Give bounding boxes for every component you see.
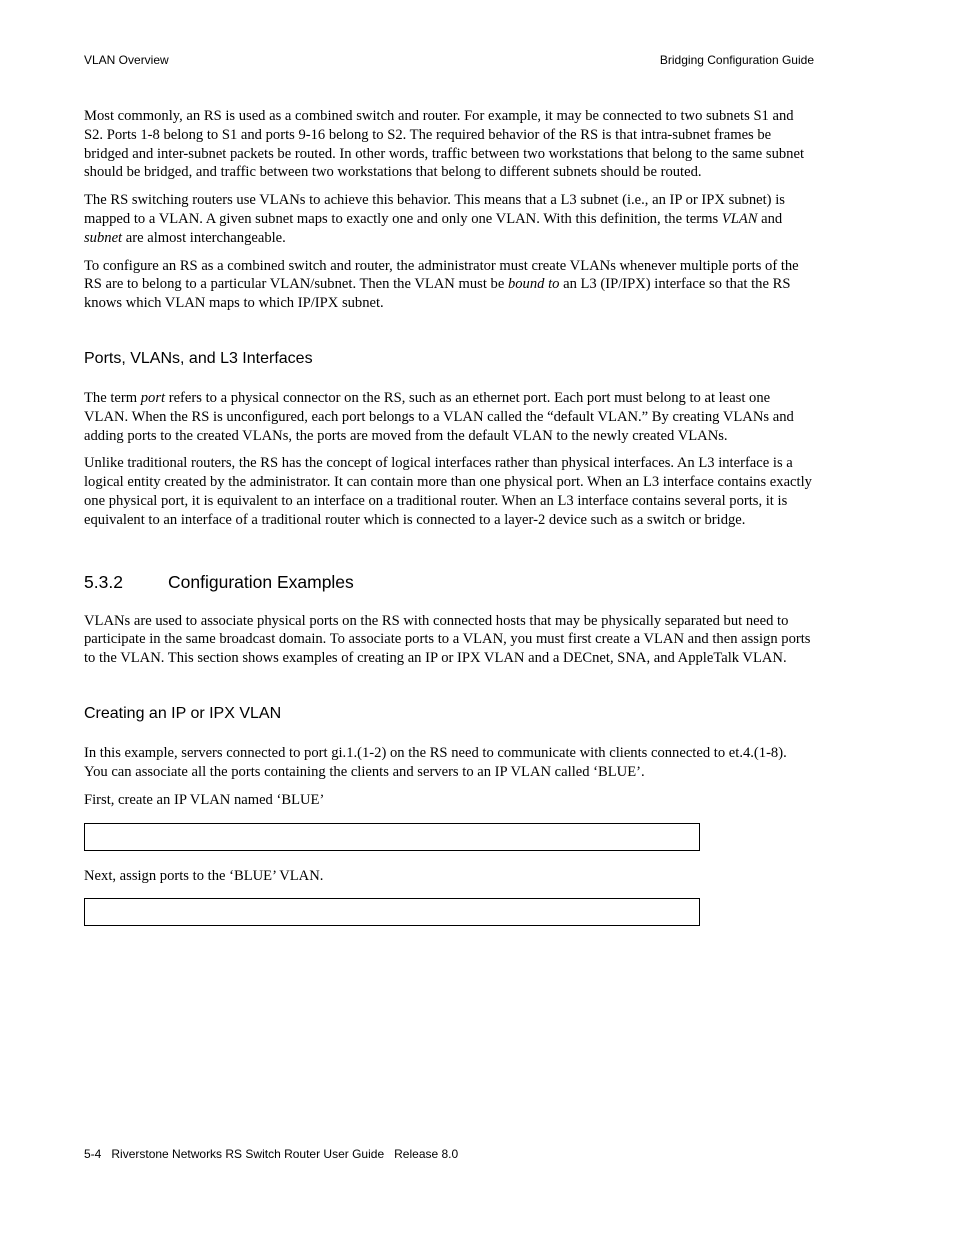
ports-paragraph-1	[84, 389, 812, 445]
code-example-add-ports	[84, 898, 700, 926]
text-run: refers to a physical connector on the RS, such as an ethernet port. Each port must belong to at least one VLAN. When the RS is unconfigured, each port belongs to a VLAN called the “default VLAN.” By creating VLANs and adding ports to the created VLANs, the ports are moved from the default VLAN to the newly created VLANs.	[84, 389, 794, 444]
page-footer	[84, 1146, 458, 1162]
text-run: The term	[84, 389, 141, 406]
page-content	[84, 107, 812, 926]
config-paragraph-1: VLANs are used to associate physical ports on the RS with connected hosts that may be physically separated but need to participate in the same broadcast domain. To associate ports to a VLAN, you must first create a VLAN and then assign ports to the VLAN. This section shows examples of creating an IP or IPX VLAN and a DECnet, SNA, and AppleTalk VLAN.	[84, 612, 811, 667]
ip-vlan-paragraph-1: In this example, servers connected to port gi.1.(1-2) on the RS need to communicate with clients connected to et.4.(1-8). You can associate all the ports containing the clients and servers to an IP VLAN called ‘BLUE’.	[84, 744, 787, 780]
header-right: Bridging Configuration Guide	[659, 53, 814, 67]
ip-vlan-heading: Creating an IP or IPX VLAN	[84, 704, 282, 722]
emphasis-subnet: subnet	[84, 229, 123, 246]
section-number: 5.3.2	[84, 571, 123, 592]
intro-paragraph-2	[84, 191, 812, 247]
code-example-create-vlan	[84, 823, 700, 851]
text-run: The RS switching routers use VLANs to achieve this behavior. This means that a L3 subnet (i.e., an IP or IPX subnet) is mapped to a VLAN. A given subnet maps to exactly one and only one VLAN. With this definition, the terms	[84, 192, 785, 227]
running-header	[84, 52, 814, 68]
footer-title: Riverstone Networks RS Switch Router User Guide	[111, 1147, 385, 1161]
intro-paragraph-1: Most commonly, an RS is used as a combined switch and router. For example, it may be connected to two subnets S1 and S2. Ports 1-8 belong to S1 and ports 9-16 belong to S2. The required behavior of the RS is that intra-subnet frames be bridged and inter-subnet packets be routed. In other words, traffic between two workstations that belong to the same subnet should be bridged, and traffic between two workstations that belong to different subnets should be routed.	[84, 108, 805, 181]
emphasis-vlan: VLAN	[721, 210, 758, 227]
text-run: are almost interchangeable.	[122, 229, 286, 246]
ports-paragraph-2: Unlike traditional routers, the RS has the concept of logical interfaces rather than physical interfaces. An L3 interface is a logical entity created by the administrator. It can contain more than one physical port. When an L3 interface contains exactly one physical port, it is equivalent to an interface on a traditional router. When an L3 interface contains several ports, it is equivalent to an interface of a traditional router which is connected to a layer-2 device such as a switch or bridge.	[84, 455, 812, 528]
footer-page-number: 5-4	[84, 1147, 102, 1161]
ports-heading: Ports, VLANs, and L3 Interfaces	[84, 349, 313, 367]
text-run: and	[757, 210, 783, 227]
text-run: To configure an RS as a combined switch and router, the administrator must create VLANs whenever multiple ports of the RS are to belong to a particular VLAN/subnet. Then the VLAN must be	[84, 257, 799, 293]
footer-release: Release 8.0	[394, 1147, 459, 1161]
ip-vlan-paragraph-2: First, create an IP VLAN named ‘BLUE’	[84, 791, 325, 808]
section-title: Configuration Examples	[168, 571, 354, 592]
header-left: VLAN Overview	[84, 53, 169, 67]
text-run: an L3 (IP/IPX) interface so that the RS knows which VLAN maps to which IP/IPX subnet.	[84, 276, 791, 312]
emphasis-bound-to: bound to	[507, 276, 560, 293]
emphasis-port: port	[140, 389, 166, 406]
section-heading	[84, 571, 812, 593]
ip-vlan-paragraph-3: Next, assign ports to the ‘BLUE’ VLAN.	[84, 868, 324, 885]
intro-paragraph-3	[84, 257, 812, 313]
